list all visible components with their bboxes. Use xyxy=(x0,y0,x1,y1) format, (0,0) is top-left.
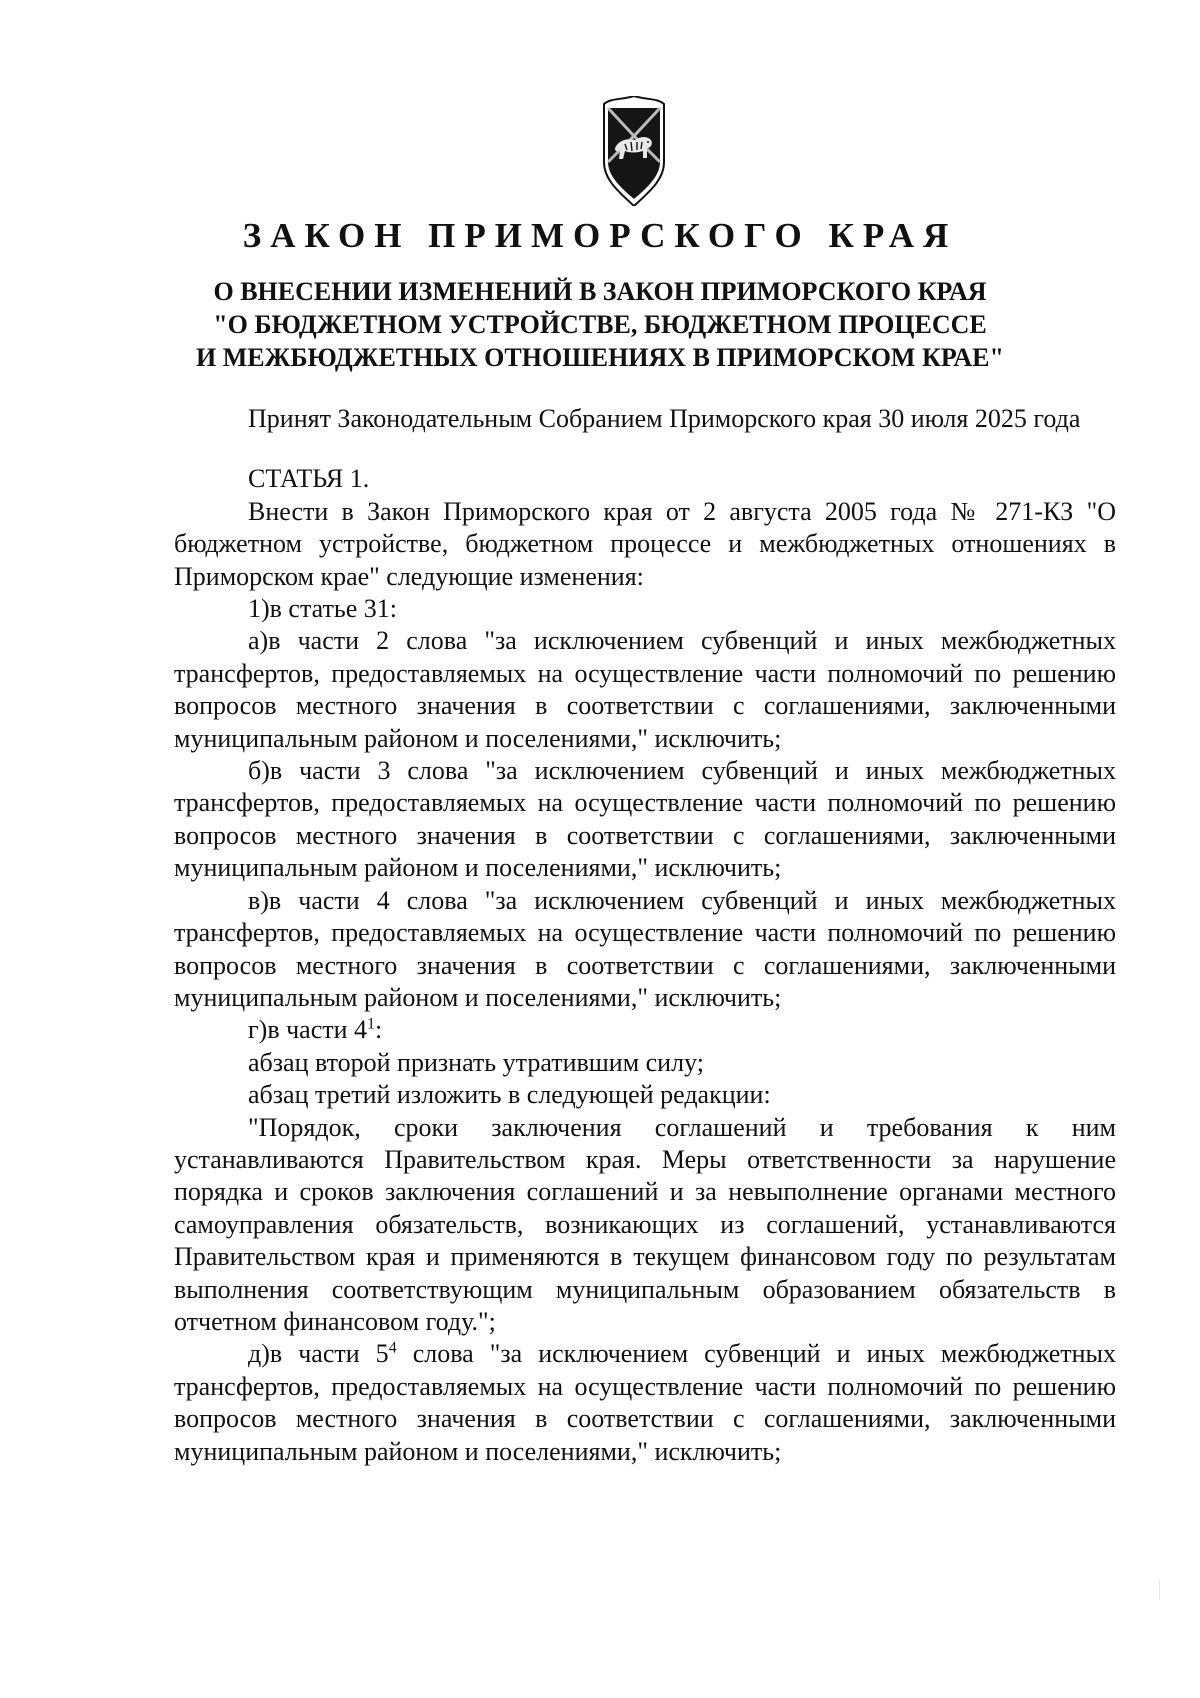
scan-artifact xyxy=(1159,1580,1160,1600)
law-title: ЗАКОН ПРИМОРСКОГО КРАЯ xyxy=(242,216,958,255)
subtitle-line: О ВНЕСЕНИИ ИЗМЕНЕНИЙ В ЗАКОН ПРИМОРСКОГО КРАЯ xyxy=(213,277,987,306)
list-item xyxy=(174,1338,1116,1468)
document-body xyxy=(174,403,1116,1468)
list-item: а)в части 2 слова "за исключением субвенций и иных межбюджетных трансфертов, предоставляемых на осуществление части полномочий по решению вопросов местного значения в соответствии с соглашениями, заключенными муниципальным районом и поселениями," исключить; xyxy=(174,626,1116,753)
list-item: абзац третий изложить в следующей редакции: xyxy=(248,1080,771,1110)
subtitle-line: "О БЮДЖЕТНОМ УСТРОЙСТВЕ, БЮДЖЕТНОМ ПРОЦЕССЕ xyxy=(213,310,987,339)
item-text: д)в части 5 xyxy=(248,1339,389,1369)
adoption-note: Принят Законодательным Собранием Приморского края 30 июля 2025 года xyxy=(248,404,1081,433)
item-text: г)в части 4 xyxy=(248,1015,368,1045)
article-heading: СТАТЬЯ 1. xyxy=(248,464,370,494)
law-subtitle xyxy=(0,275,1200,374)
list-item: в)в части 4 слова "за исключением субвенций и иных межбюджетных трансфертов, предоставляемых на осуществление части полномочий по решению вопросов местного значения в соответствии с соглашениями, заключенными муниципальным районом и поселениями," исключить; xyxy=(174,885,1116,1012)
list-item: б)в части 3 слова "за исключением субвенций и иных межбюджетных трансфертов, предоставляемых на осуществление части полномочий по решению вопросов местного значения в соответствии с соглашениями, заключенными муниципальным районом и поселениями," исключить; xyxy=(174,756,1116,883)
article-intro: Внести в Закон Приморского края от 2 августа 2005 года № 271-КЗ "О бюджетном устройстве, бюджетном процессе и межбюджетных отношениях в Приморском крае" следующие изменения: xyxy=(174,496,1116,591)
list-item: абзац второй признать утратившим силу; xyxy=(248,1047,704,1077)
superscript: 4 xyxy=(388,1339,397,1357)
superscript: 1 xyxy=(367,1015,376,1033)
subtitle-line: И МЕЖБЮДЖЕТНЫХ ОТНОШЕНИЯХ В ПРИМОРСКОМ КРАЕ" xyxy=(196,343,1004,372)
quoted-text: "Порядок, сроки заключения соглашений и требования к ним устанавливаются Правительством края. Меры ответственности за нарушение порядка и сроков заключения соглашений и за невыполнение органами местного самоуправления обязательств, возникающих из соглашений, устанавливаются Правительством края и применяются в текущем финансовом году по результатам выполнения соответствующим муниципальным образованием обязательств в отчетном финансовом году."; xyxy=(174,1112,1116,1336)
list-item xyxy=(174,1014,1116,1046)
primorsky-krai-coat-of-arms-icon xyxy=(601,96,667,206)
item-text: : xyxy=(375,1015,383,1045)
list-item: 1)в статье 31: xyxy=(248,594,398,624)
item-text: слова "за исключением субвенций и иных межбюджетных трансфертов, предоставляемых на осуществление части полномочий по решению вопросов местного значения в соответствии с соглашениями, заключенными муниципальным районом и поселениями," исключить; xyxy=(174,1339,1116,1466)
